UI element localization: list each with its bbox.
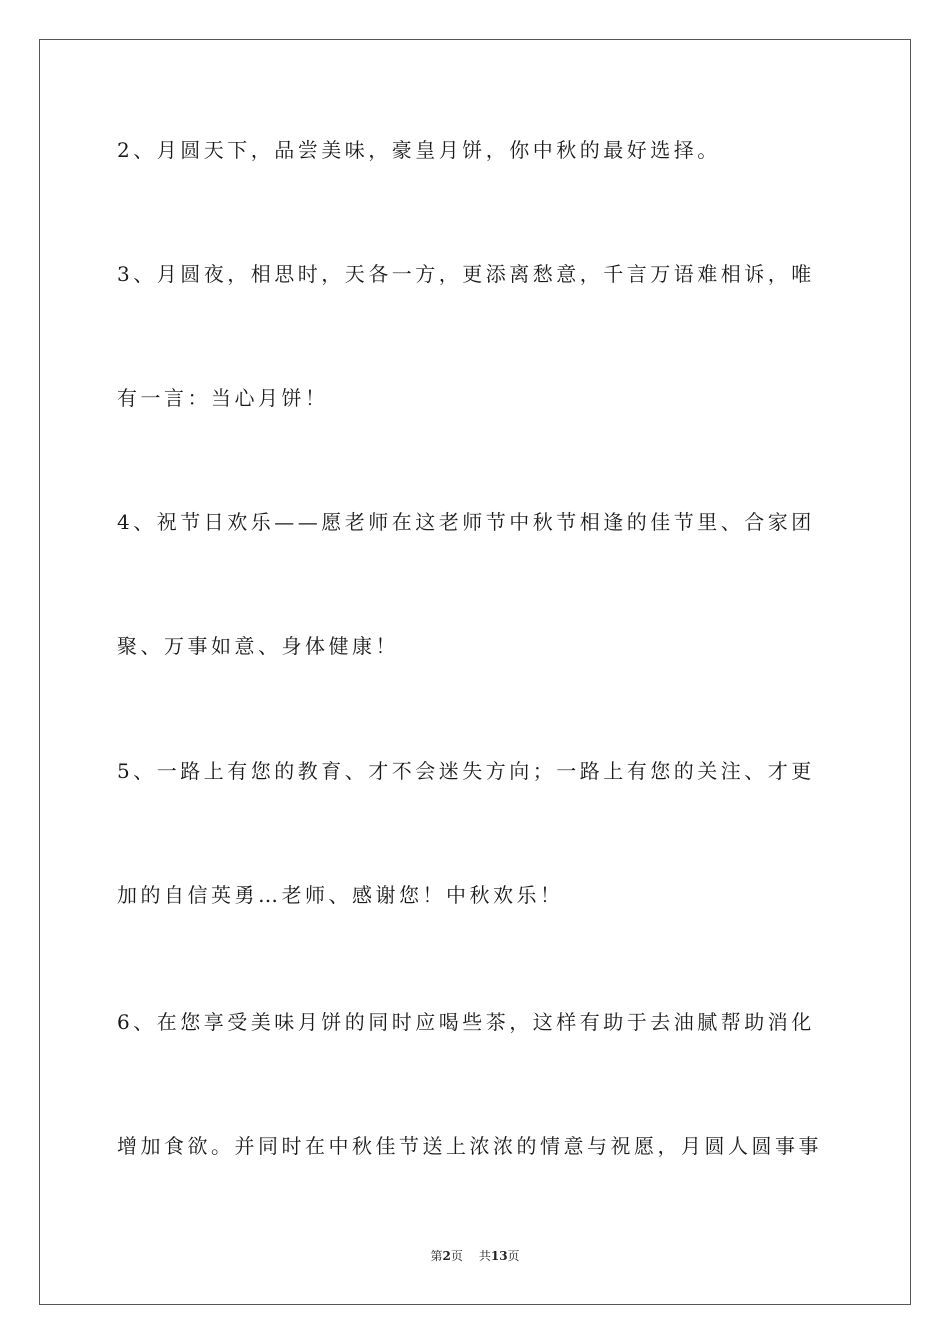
page-number: 2 (442, 1249, 451, 1263)
text-line-7: 加的自信英勇…老师、感谢您！中秋欢乐！ (117, 883, 564, 907)
text-line-1: 2、月圆天下，品尝美味，豪皇月饼，你中秋的最好选择。 (117, 138, 721, 162)
page-suffix: 页 (450, 1249, 463, 1263)
text-line-5: 聚、万事如意、身体健康！ (117, 634, 399, 658)
text-line-2: 3、月圆夜，相思时，天各一方，更添离愁意，千言万语难相诉，唯 (117, 262, 815, 286)
text-line-9: 增加食欲。并同时在中秋佳节送上浓浓的情意与祝愿，月圆人圆事事 (117, 1134, 822, 1158)
text-line-8: 6、在您享受美味月饼的同时应喝些茶，这样有助于去油腻帮助消化 (117, 1010, 815, 1034)
total-prefix: 共 (478, 1249, 491, 1263)
total-suffix: 页 (507, 1249, 520, 1263)
page-footer (0, 1248, 950, 1264)
total-pages: 13 (490, 1249, 508, 1263)
page-prefix: 第 (430, 1249, 443, 1263)
text-line-6: 5、一路上有您的教育、才不会迷失方向；一路上有您的关注、才更 (117, 759, 815, 783)
text-line-4: 4、祝节日欢乐——愿老师在这老师节中秋节相逢的佳节里、合家团 (117, 510, 815, 534)
text-line-3: 有一言：当心月饼！ (117, 386, 329, 410)
page-border (39, 39, 911, 1305)
